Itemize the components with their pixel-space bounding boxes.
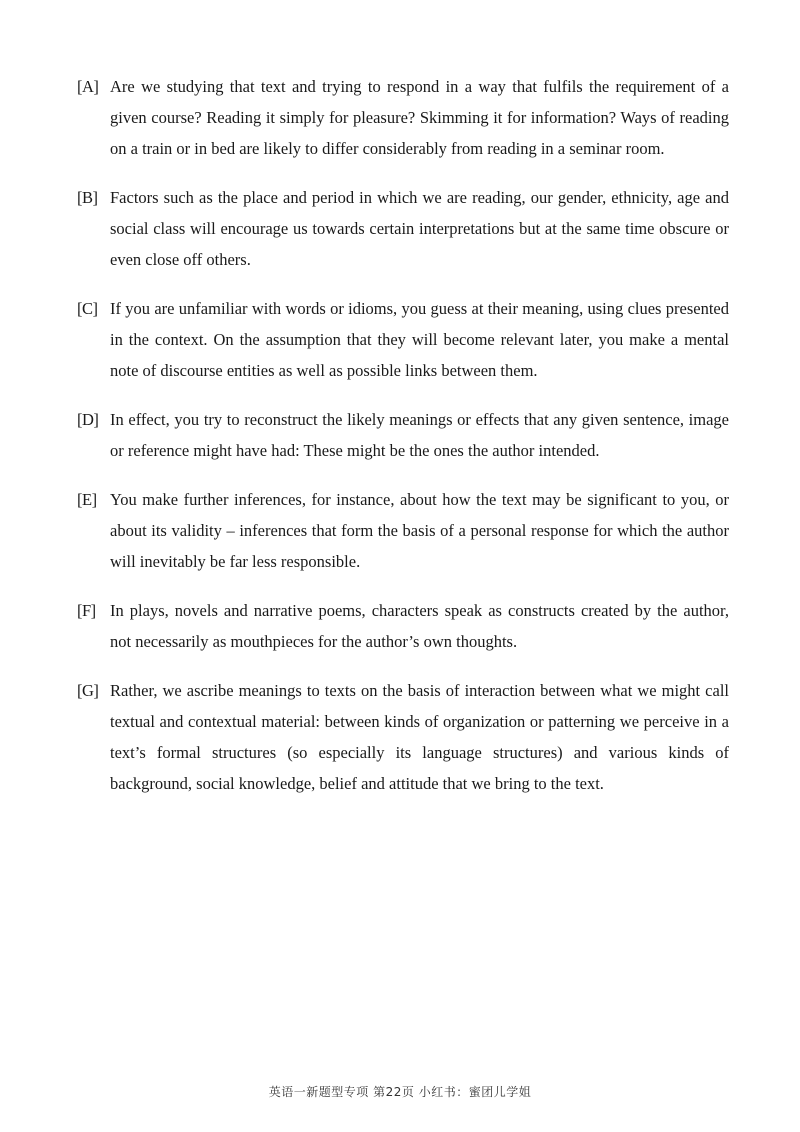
option-label: [E] — [77, 490, 97, 509]
option-list — [77, 71, 729, 817]
option-label: [D] — [77, 410, 99, 429]
option-c — [77, 293, 729, 386]
option-text: In effect, you try to reconstruct the likely meanings or effects that any given sentence, image or reference might have had: These might be the ones the author intended. — [110, 410, 729, 460]
option-text: You make further inferences, for instance, about how the text may be significant to you, or about its validity – inferences that form the basis of a personal response for which the author will inevitably be far less responsible. — [110, 490, 729, 571]
option-e — [77, 484, 729, 577]
option-text: In plays, novels and narrative poems, characters speak as constructs created by the author, not necessarily as mouthpieces for the author’s own thoughts. — [110, 601, 729, 651]
option-label: [A] — [77, 77, 99, 96]
option-label: [C] — [77, 299, 98, 318]
option-text: If you are unfamiliar with words or idioms, you guess at their meaning, using clues presented in the context. On the assumption that they will become relevant later, you make a mental note of discourse entities as well as possible links between them. — [110, 299, 729, 380]
page-footer: 英语一新题型专项 第22页 小红书：蜜团儿学姐 — [268, 1085, 532, 1099]
option-f — [77, 595, 729, 657]
option-label: [G] — [77, 681, 99, 700]
option-b — [77, 182, 729, 275]
option-text: Are we studying that text and trying to respond in a way that fulfils the requirement of a given course? Reading it simply for pleasure? Skimming it for information? Ways of reading on a train or in bed are likely to differ considerably from reading in a seminar room. — [110, 77, 729, 158]
option-d — [77, 404, 729, 466]
option-g — [77, 675, 729, 799]
option-text: Factors such as the place and period in which we are reading, our gender, ethnicity, age and social class will encourage us towards certain interpretations but at the same time obscure or even close off others. — [110, 188, 729, 269]
option-text: Rather, we ascribe meanings to texts on the basis of interaction between what we might call textual and contextual material: between kinds of organization or patterning we perceive in a text’s formal structures (so especially its language structures) and various kinds of background, social knowledge, belief and attitude that we bring to the text. — [110, 681, 729, 793]
option-label: [B] — [77, 188, 98, 207]
option-label: [F] — [77, 601, 96, 620]
option-a — [77, 71, 729, 164]
